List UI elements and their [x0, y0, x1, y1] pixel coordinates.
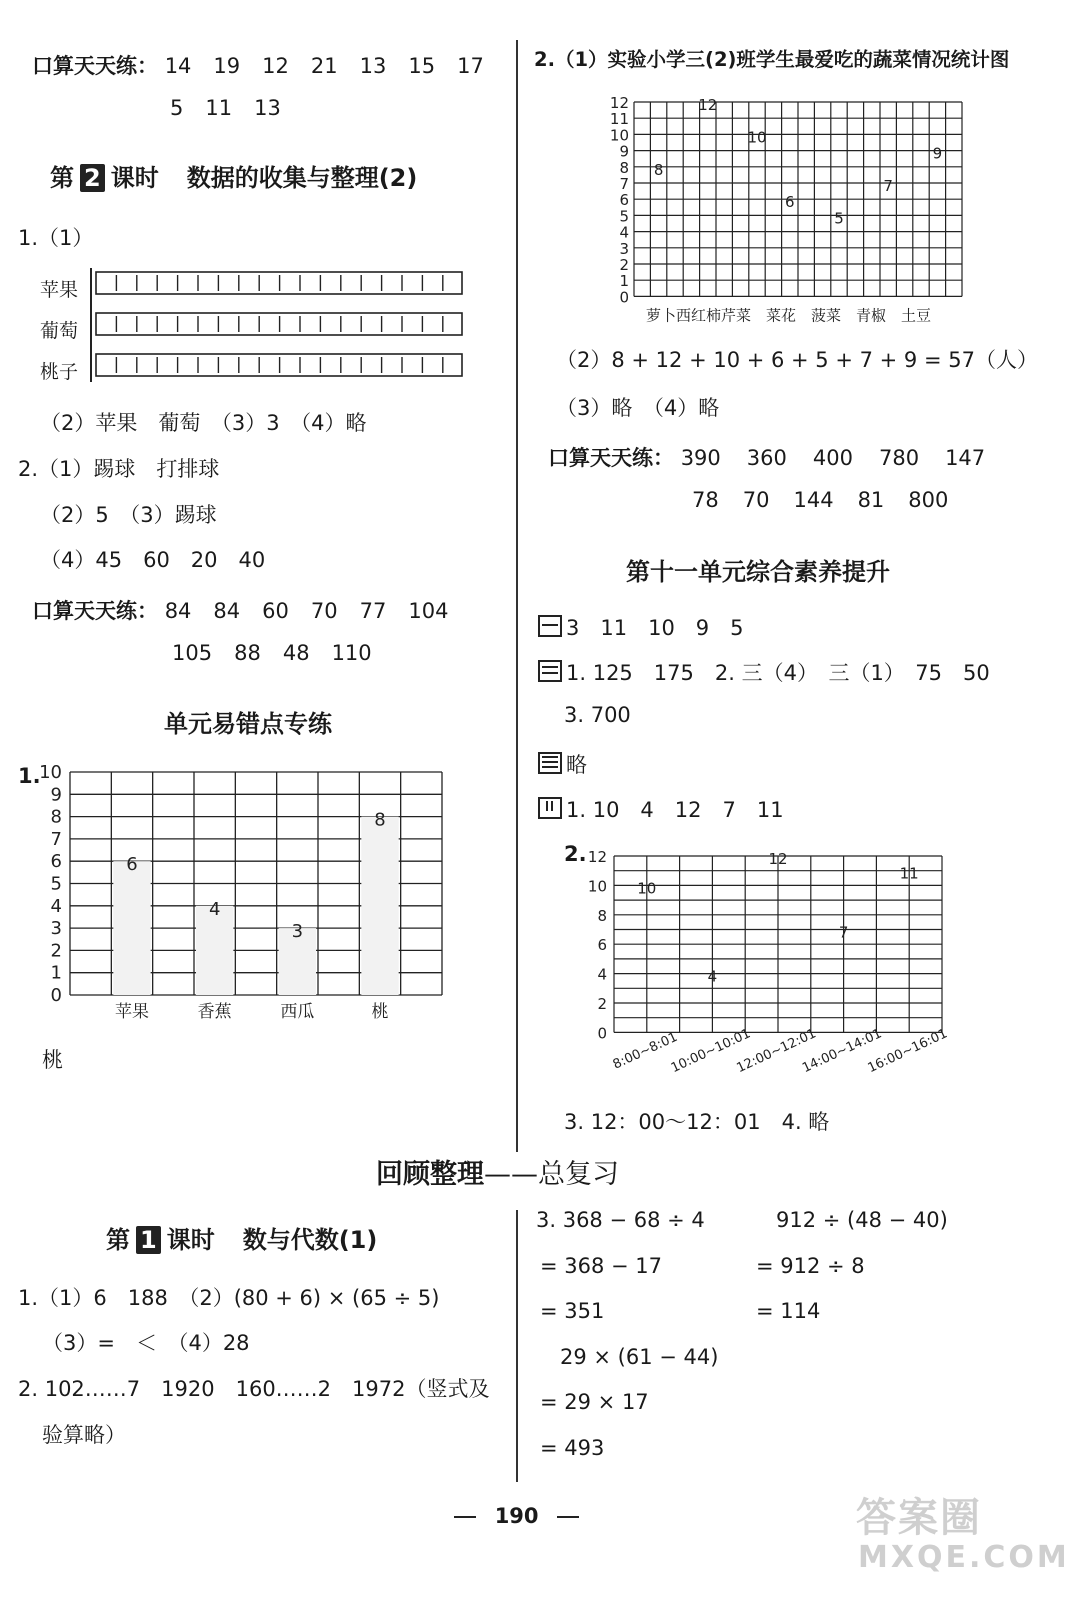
tally-boxes — [92, 272, 464, 382]
right-q2-title: 2.（1）实验小学三(2)班学生最爱吃的蔬菜情况统计图 — [534, 48, 1010, 71]
x-axis-labels: 萝卜西红柿芹菜 菜花 菠菜 青椒 土豆 — [646, 306, 932, 325]
lesson-number-badge: 1 — [136, 1226, 161, 1254]
kousuan-answer: 11 — [205, 96, 233, 120]
kousuan-answer: 400 — [812, 446, 853, 470]
kousuan-answer: 60 — [262, 599, 289, 623]
data-label: 4 — [707, 967, 718, 986]
bar — [361, 817, 398, 995]
kousuan-answer: 88 — [234, 641, 261, 665]
lesson2-heading: 第 2 课时 数据的收集与整理(2) — [50, 164, 418, 192]
vegetable-bar-chart — [596, 88, 976, 338]
x-tick-label: 10:00~10:01 — [668, 1026, 753, 1077]
q2-line3: （4）45 60 20 40 — [40, 548, 266, 572]
y-tick-label: 4 — [50, 895, 62, 917]
kousuan-answer: 5 — [170, 96, 184, 120]
kousuan-answer: 144 — [793, 488, 834, 512]
x-tick-label: 西瓜 — [280, 1002, 315, 1022]
q3-b1: 912 ÷ (48 − 40) — [776, 1208, 948, 1232]
kousuan-3: 口算天天练： 390 360 400 780 147 — [548, 442, 1011, 472]
y-tick-label: 11 — [609, 110, 629, 129]
y-tick-label: 4 — [619, 223, 629, 242]
y-tick-label: 5 — [50, 873, 62, 895]
kousuan-row1 — [165, 599, 471, 623]
lesson-title: 数据的收集与整理(2) — [186, 164, 418, 192]
y-tick-label: 9 — [619, 142, 629, 161]
y-tick-label: 8 — [597, 906, 607, 925]
kousuan-row2 — [170, 96, 303, 120]
kousuan-answer: 13 — [254, 96, 281, 120]
q3-a2: = 368 − 17 — [540, 1254, 663, 1278]
kousuan-row1 — [165, 54, 506, 78]
y-tick-label: 6 — [50, 851, 62, 873]
x-tick-label: 苹果 — [115, 1002, 149, 1022]
data-label: 6 — [785, 193, 795, 212]
y-tick-label: 3 — [50, 918, 62, 940]
kousuan-answer: 77 — [359, 599, 387, 623]
data-label: 6 — [126, 854, 138, 876]
review-q1-line2: （3）= ＜ （4）28 — [42, 1331, 250, 1355]
kousuan-label: 口算天天练： — [32, 54, 158, 78]
data-label: 11 — [899, 864, 919, 883]
y-tick-label: 0 — [50, 985, 62, 1006]
q3-b2: = 912 ÷ 8 — [756, 1254, 865, 1278]
bar — [113, 861, 150, 995]
kousuan-2: 口算天天练： 84 84 60 70 77 104 — [32, 595, 470, 625]
section-1: 3 11 10 9 5 — [538, 612, 744, 642]
x-tick-label: 12:00~12:01 — [734, 1026, 819, 1077]
x-tick-label: 桃 — [371, 1002, 389, 1022]
kousuan-answer: 70 — [310, 599, 338, 623]
section-4-q3: 3. 12：00～12：01 4. 略 — [564, 1110, 830, 1134]
data-label: 7 — [838, 923, 849, 942]
data-label: 10 — [747, 128, 767, 147]
watermark-logo: 答案圈 — [856, 1495, 982, 1541]
lesson-title: 数与代数(1) — [242, 1226, 378, 1254]
kousuan-answer: 78 — [692, 488, 719, 512]
section-3: 略 — [538, 749, 587, 779]
kousuan-answer: 70 — [742, 488, 770, 512]
kousuan-answer: 13 — [359, 54, 387, 78]
data-label: 12 — [698, 96, 718, 114]
q1-label: 1.（1） — [18, 226, 94, 250]
data-label: 8 — [653, 160, 664, 179]
section-icon-4 — [538, 797, 562, 819]
section-2: 1. 125 175 2. 三（4） 三（1） 75 50 — [538, 657, 990, 687]
y-tick-label: 3 — [619, 239, 629, 258]
y-tick-label: 5 — [619, 207, 629, 226]
kousuan-answer: 147 — [945, 446, 986, 470]
kousuan-answer: 360 — [746, 446, 787, 470]
kousuan-answer: 14 — [164, 54, 192, 78]
y-tick-label: 2 — [597, 995, 607, 1013]
section-4-q2: 2. — [564, 842, 587, 866]
review-title: 回顾整理——总复习 — [376, 1159, 619, 1190]
fruit-bar-chart — [30, 760, 460, 1030]
review-q1-line1: 1.（1）6 188 （2）(80 + 6) × (65 ÷ 5) — [18, 1286, 440, 1310]
lesson-number-badge: 2 — [80, 164, 105, 192]
section-2-q3: 3. 700 — [564, 703, 631, 727]
data-label: 10 — [637, 879, 657, 898]
top-column-divider — [516, 40, 518, 1152]
q3-a1: 3. 368 − 68 ÷ 4 — [536, 1208, 705, 1232]
section-icon-3 — [538, 752, 562, 774]
y-tick-label: 2 — [619, 256, 629, 274]
y-tick-label: 1 — [619, 272, 629, 291]
kousuan-answer: 81 — [857, 488, 885, 512]
kousuan-answer: 800 — [908, 488, 949, 512]
page-footer — [454, 1504, 579, 1528]
tally-label: 葡萄 — [40, 320, 79, 342]
tally-label: 桃子 — [40, 361, 79, 383]
right-q2-2: （2）8 + 12 + 10 + 6 + 5 + 7 + 9 = 57（人） — [556, 348, 1038, 372]
x-tick-label: 14:00~14:01 — [800, 1026, 885, 1077]
kousuan-answer: 780 — [878, 446, 920, 470]
right-q2-3: （3）略 （4）略 — [556, 396, 720, 420]
section-icon-1 — [538, 615, 562, 637]
kousuan-answer: 84 — [213, 599, 241, 623]
data-label: 5 — [834, 209, 844, 228]
kousuan-answer: 104 — [408, 599, 449, 623]
y-tick-label: 0 — [619, 288, 629, 307]
y-tick-label: 6 — [597, 936, 607, 955]
kousuan-1 — [32, 50, 506, 80]
q2-line2: （2）5 （3）踢球 — [40, 503, 217, 527]
y-tick-label: 7 — [619, 175, 629, 193]
q2-line1: 2.（1）踢球 打排球 — [18, 457, 220, 481]
watermark-url: MXQE.COM — [858, 1540, 1070, 1575]
q3-b3: = 114 — [756, 1299, 821, 1323]
y-tick-label: 7 — [50, 828, 62, 850]
kousuan-answer: 110 — [331, 641, 372, 665]
page-number: 190 — [494, 1504, 539, 1528]
bottom-column-divider — [516, 1210, 518, 1482]
x-tick-label: 16:00~16:01 — [865, 1026, 950, 1077]
data-label: 3 — [291, 921, 304, 943]
x-tick-label: 8:00~8:01 — [610, 1029, 680, 1073]
kousuan-answer: 48 — [282, 641, 310, 665]
kousuan-row2 — [172, 641, 394, 665]
time-bar-chart — [580, 846, 980, 1096]
tally-label: 苹果 — [40, 279, 79, 301]
y-tick-label: 10 — [587, 877, 607, 896]
kousuan-row2 — [692, 488, 972, 512]
y-tick-label: 12 — [587, 848, 607, 866]
q3-c3: = 493 — [540, 1436, 605, 1460]
data-label: 9 — [932, 144, 943, 163]
kousuan-row1 — [681, 446, 1011, 470]
lesson1-heading: 第 1 课时 数与代数(1) — [106, 1226, 378, 1254]
kousuan-answer: 12 — [262, 54, 289, 78]
section-4: 1. 10 4 12 7 11 — [538, 794, 784, 824]
q3-c2: = 29 × 17 — [540, 1390, 649, 1414]
kousuan-answer: 21 — [310, 54, 338, 78]
yicuo-title: 单元易错点专练 — [164, 710, 332, 738]
section-icon-2 — [538, 660, 562, 682]
data-label: 8 — [374, 809, 386, 831]
q1-answer-2: （2）苹果 葡萄 （3）3 （4）略 — [40, 411, 367, 435]
yicuo-q1-label: 1. — [18, 764, 41, 788]
x-tick-label: 香蕉 — [197, 1002, 232, 1022]
review-q2-line2: 验算略） — [42, 1423, 126, 1447]
kousuan-answer: 17 — [457, 54, 484, 78]
y-tick-label: 10 — [39, 762, 62, 783]
kousuan-answer: 15 — [408, 54, 436, 78]
data-label: 12 — [768, 850, 788, 868]
unit-title: 第十一单元综合素养提升 — [626, 558, 890, 586]
y-tick-label: 10 — [609, 126, 629, 145]
y-tick-label: 6 — [619, 191, 629, 210]
review-q2-line1: 2. 102……7 1920 160……2 1972（竖式及 — [18, 1377, 490, 1401]
yicuo-answer: 桃 — [42, 1048, 63, 1072]
q3-a3: = 351 — [540, 1299, 605, 1323]
y-tick-label: 0 — [597, 1024, 607, 1043]
y-tick-label: 8 — [50, 806, 62, 828]
data-label: 4 — [208, 898, 221, 920]
kousuan-answer: 390 — [680, 446, 721, 470]
kousuan-answer: 84 — [164, 599, 192, 623]
y-tick-label: 9 — [50, 784, 62, 806]
y-tick-label: 1 — [50, 962, 62, 984]
y-tick-label: 8 — [619, 158, 629, 177]
data-label: 7 — [883, 177, 893, 195]
y-tick-label: 12 — [609, 94, 629, 112]
y-tick-label: 4 — [597, 965, 607, 984]
kousuan-answer: 19 — [213, 54, 241, 78]
kousuan-answer: 105 — [172, 641, 213, 665]
q3-c1: 29 × (61 − 44) — [560, 1345, 719, 1369]
y-tick-label: 2 — [50, 940, 62, 962]
